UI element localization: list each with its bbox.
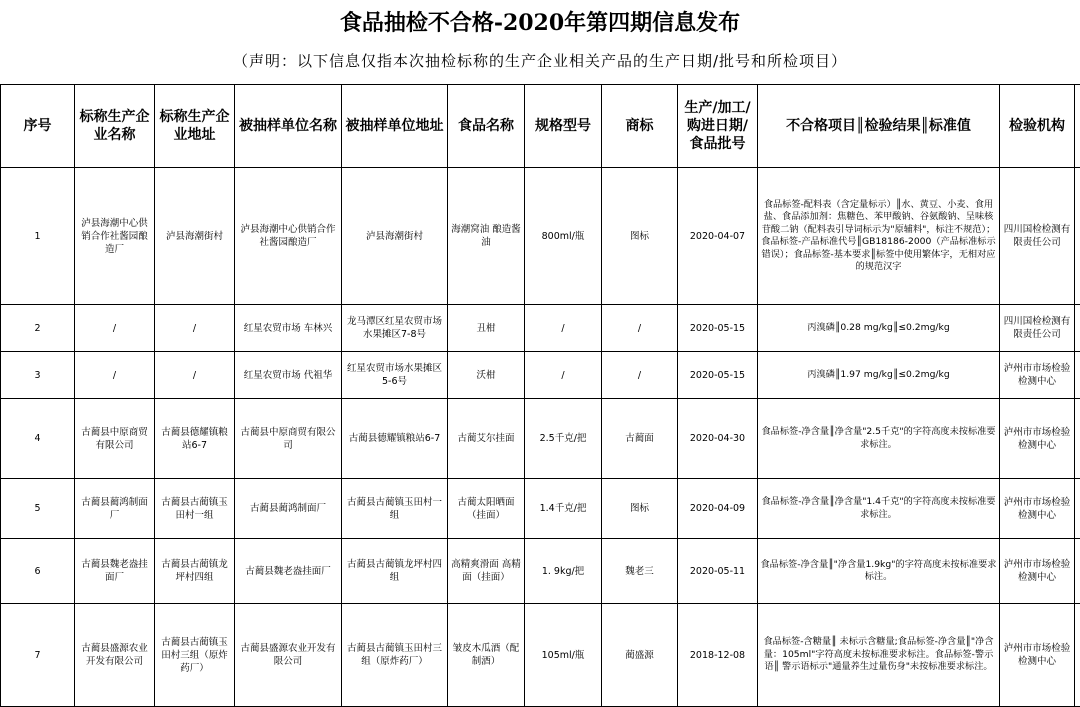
table-row	[1, 305, 1080, 352]
cell	[1075, 352, 1080, 399]
cell: 3	[1, 352, 75, 399]
cell: /	[75, 352, 155, 399]
cell: 古蔺县魏老盎挂面厂	[75, 539, 155, 604]
cell: /	[525, 305, 602, 352]
table-row	[1, 399, 1080, 479]
page-title: 食品抽检不合格-2020年第四期信息发布	[0, 8, 1080, 38]
cell: 古蔺县古蔺镇龙坪村四组	[155, 539, 235, 604]
cell: 古蔺县古蔺镇玉田村一组	[155, 479, 235, 539]
cell: 泸县海潮街村	[342, 168, 448, 305]
cell: /	[155, 352, 235, 399]
table-row	[1, 539, 1080, 604]
cell: 红星农贸市场 代祖华	[235, 352, 342, 399]
cell: 古蔺县盛源农业开发有限公司	[75, 604, 155, 707]
cell: 2020-04-30	[678, 399, 758, 479]
cell: 1.4千克/把	[525, 479, 602, 539]
cell: 泸州市市场检验检测中心	[1000, 539, 1075, 604]
cell: /	[155, 305, 235, 352]
cell: 丙溴磷║1.97 mg/kg║≤0.2mg/kg	[758, 352, 1000, 399]
cell: 2020-05-11	[678, 539, 758, 604]
cell: 魏老三	[602, 539, 678, 604]
cell: 古蔺县德耀镇粮站6-7	[155, 399, 235, 479]
cell: 古蔺县古蔺镇玉田村一组	[342, 479, 448, 539]
cell: 四川国检检测有限责任公司	[1000, 305, 1075, 352]
cell: 高精爽滑面 高精面（挂面）	[448, 539, 525, 604]
cell: 2018-12-08	[678, 604, 758, 707]
header-cell: 标称生产企业地址	[155, 85, 235, 168]
cell: 泸州市市场检验检测中心	[1000, 604, 1075, 707]
cell: 古蔺县古蔺镇玉田村三组（原炸药厂）	[342, 604, 448, 707]
cell: 海潮窝油 酿造酱油	[448, 168, 525, 305]
cell: 泸县海潮中心供销合作社酱园酿造厂	[235, 168, 342, 305]
cell: 沃柑	[448, 352, 525, 399]
cell: 四川国检检测有限责任公司	[1000, 168, 1075, 305]
header-cell: 生产/加工/购进日期/食品批号	[678, 85, 758, 168]
cell: 泸州市市场检验检测中心	[1000, 479, 1075, 539]
cell: 古蔺县盛源农业开发有限公司	[235, 604, 342, 707]
cell: 7	[1, 604, 75, 707]
cell: 古蔺面	[602, 399, 678, 479]
cell: 泸县海潮街村	[155, 168, 235, 305]
table-row	[1, 168, 1080, 305]
header-cell: 商标	[602, 85, 678, 168]
cell: 古蔺县中原商贸有限公司	[75, 399, 155, 479]
cell: 800ml/瓶	[525, 168, 602, 305]
cell: 古蔺艾尔挂面	[448, 399, 525, 479]
header-cell: 规格型号	[525, 85, 602, 168]
cell: 食品标签-净含量║净含量"2.5千克"的字符高度未按标准要求标注。	[758, 399, 1000, 479]
cell: 2.5千克/把	[525, 399, 602, 479]
cell: 2020-04-07	[678, 168, 758, 305]
cell: 食品标签-含糖量║ 未标示含糖量;食品标签-净含量║"净含量：105ml"字符高度未按标准要求标注。食品标签-警示语║ 警示语标示"通量养生过量伤身"未按标准要求标注。	[758, 604, 1000, 707]
cell: /	[602, 352, 678, 399]
cell: 古蔺县蔺鸿制面厂	[235, 479, 342, 539]
cell: 丙溴磷║0.28 mg/kg║≤0.2mg/kg	[758, 305, 1000, 352]
header-cell: 被抽样单位地址	[342, 85, 448, 168]
cell: 古蔺县古蔺镇龙坪村四组	[342, 539, 448, 604]
table-header-row	[1, 85, 1080, 168]
table-row	[1, 479, 1080, 539]
cell: 1	[1, 168, 75, 305]
header-cell	[1075, 85, 1080, 168]
header-cell: 被抽样单位名称	[235, 85, 342, 168]
cell: /	[75, 305, 155, 352]
cell	[1075, 479, 1080, 539]
cell: /	[525, 352, 602, 399]
cell: 1. 9kg/把	[525, 539, 602, 604]
cell	[1075, 539, 1080, 604]
cell: 105ml/瓶	[525, 604, 602, 707]
cell: 泸州市市场检验检测中心	[1000, 352, 1075, 399]
cell	[1075, 399, 1080, 479]
inspection-table	[0, 84, 1080, 707]
cell: 食品标签-配料表（含定量标示）║水、黄豆、小麦、食用盐、食品添加剂：焦糖色、苯甲酸钠、谷氨酸钠、呈味核苷酸二钠（配料表引导词标示为"原辅料"，标注不规范）；食品标签-产品标准代号║GB18186-2000（产品标准标示错误）；食品标签-基本要求║标签中使用繁体字，无相对应的规范汉字	[758, 168, 1000, 305]
cell: /	[602, 305, 678, 352]
cell: 红星农贸市场 车林兴	[235, 305, 342, 352]
header-cell: 不合格项目║检验结果║标准值	[758, 85, 1000, 168]
table-row	[1, 604, 1080, 707]
cell: 泸县海潮中心供销合作社酱园酿造厂	[75, 168, 155, 305]
cell	[1075, 168, 1080, 305]
cell: 古蔺太阳晒面（挂面）	[448, 479, 525, 539]
header-cell: 食品名称	[448, 85, 525, 168]
cell: 丑柑	[448, 305, 525, 352]
cell: 皱皮木瓜酒（配制酒）	[448, 604, 525, 707]
cell: 食品标签-净含量║"净含量1.9kg"的字符高度未按标准要求标注。	[758, 539, 1000, 604]
cell: 泸州市市场检验检测中心	[1000, 399, 1075, 479]
header-cell: 序号	[1, 85, 75, 168]
cell: 2020-04-09	[678, 479, 758, 539]
cell: 4	[1, 399, 75, 479]
cell	[1075, 305, 1080, 352]
cell: 2	[1, 305, 75, 352]
disclaimer: （声明：以下信息仅指本次抽检标称的生产企业相关产品的生产日期/批号和所检项目）	[0, 50, 1080, 72]
cell: 2020-05-15	[678, 352, 758, 399]
header-cell: 检验机构	[1000, 85, 1075, 168]
cell: 古蔺县魏老盎挂面厂	[235, 539, 342, 604]
cell: 龙马潭区红星农贸市场水果摊区7-8号	[342, 305, 448, 352]
cell: 2020-05-15	[678, 305, 758, 352]
cell: 古蔺县德耀镇粮站6-7	[342, 399, 448, 479]
cell: 红星农贸市场水果摊区5-6号	[342, 352, 448, 399]
cell: 5	[1, 479, 75, 539]
cell: 古蔺县古蔺镇玉田村三组（原炸药厂）	[155, 604, 235, 707]
cell: 蔺盛源	[602, 604, 678, 707]
cell: 古蔺县蔺鸿制面厂	[75, 479, 155, 539]
cell: 食品标签-净含量║净含量"1.4千克"的字符高度未按标准要求标注。	[758, 479, 1000, 539]
cell	[1075, 604, 1080, 707]
table-row	[1, 352, 1080, 399]
header-cell: 标称生产企业名称	[75, 85, 155, 168]
cell: 图标	[602, 168, 678, 305]
cell: 图标	[602, 479, 678, 539]
cell: 6	[1, 539, 75, 604]
cell: 古蔺县中原商贸有限公司	[235, 399, 342, 479]
